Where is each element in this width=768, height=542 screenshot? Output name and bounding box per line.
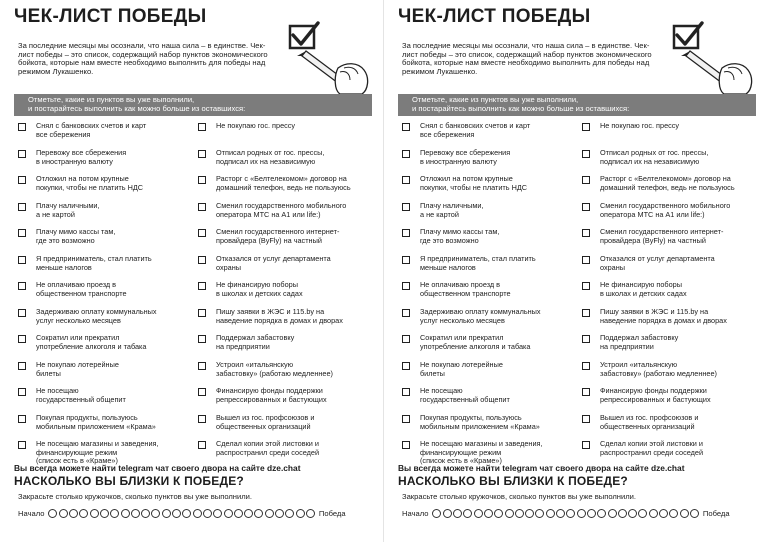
progress-circle-icon[interactable] [306,509,315,518]
checklist-item[interactable] [402,361,574,378]
checklist-item-label: Не финансирую поборы в школах и детских садах [600,280,687,298]
intro-text: За последние месяцы мы осознали, что наша сила – в единстве. Чек-лист победы – это список, содержащий набор пунктов экономического бойкота, которые нам вместе необходимо выполнить для победы над режимом Лукашенко. [18,41,268,77]
progress-circle-icon[interactable] [628,509,637,518]
checklist-item[interactable] [402,440,574,466]
empty-checkbox-icon[interactable] [402,282,410,290]
empty-checkbox-icon[interactable] [18,203,26,211]
empty-checkbox-icon[interactable] [402,176,410,184]
empty-checkbox-icon[interactable] [198,203,206,211]
checklist-item[interactable] [198,149,372,166]
checklist-item-label: Перевожу все сбережения в иностранную валюту [36,148,127,166]
progress-circle-icon[interactable] [254,509,263,518]
checklist-item[interactable] [18,228,190,245]
checklist-item[interactable] [582,387,756,404]
checklist-item[interactable] [18,281,190,298]
checklist-item-label: Задерживаю оплату коммунальных услуг несколько месяцев [420,307,541,325]
checklist-item-label: Не финансирую поборы в школах и детских садах [216,280,303,298]
checklist-sheet-right [384,0,768,542]
progress-circle-icon[interactable] [296,509,305,518]
checklist-item-label: Снял с банковских счетов и карт все сбережения [36,121,147,139]
checklist-item[interactable] [582,175,756,192]
checklist-item-label: Не посещаю государственный общепит [36,386,126,404]
checklist-item-label: Покупая продукты, пользуюсь мобильным приложением «Крама» [36,413,156,431]
progress-circle-icon[interactable] [151,509,160,518]
progress-circle-icon[interactable] [432,509,441,518]
checklist-item[interactable] [582,334,756,351]
progress-circle-icon[interactable] [463,509,472,518]
checklist-item[interactable] [18,334,190,351]
checklist-item-label: Я предприниматель, стал платить меньше налогов [36,254,152,272]
checklist-item-label: Вышел из гос. профсоюзов и общественных организаций [216,413,315,431]
checklist-item[interactable] [582,414,756,431]
checklist-item-label: Сделал копии этой листовки и распространил среди соседей [216,439,320,457]
checklist-item[interactable] [402,308,574,325]
empty-checkbox-icon[interactable] [198,309,206,317]
progress-circle-icon[interactable] [141,509,150,518]
checklist-item-label: Я предприниматель, стал платить меньше налогов [420,254,536,272]
empty-checkbox-icon[interactable] [582,256,590,264]
checklist-item-label: Не посещаю магазины и заведения, финансирующие режим (список есть в «Крамe») [36,439,159,466]
count-instruction: Закрасьте столько кружочков, сколько пунктов вы уже выполнили. [402,492,637,501]
progress-circle-icon[interactable] [69,509,78,518]
progress-circle-icon[interactable] [515,509,524,518]
progress-circle-icon[interactable] [597,509,606,518]
checklist-item[interactable] [198,387,372,404]
checked-box-icon [664,20,758,94]
empty-checkbox-icon[interactable] [18,256,26,264]
question-heading: НАСКОЛЬКО ВЫ БЛИЗКИ К ПОБЕДЕ? [398,474,628,488]
progress-circle-icon[interactable] [234,509,243,518]
empty-checkbox-icon[interactable] [582,203,590,211]
empty-checkbox-icon[interactable] [18,441,26,449]
empty-checkbox-icon[interactable] [18,388,26,396]
progress-circle-icon[interactable] [577,509,586,518]
empty-checkbox-icon[interactable] [18,415,26,423]
progress-circles [48,509,314,518]
checklist-item[interactable] [18,414,190,431]
progress-circle-icon[interactable] [690,509,699,518]
progress-circle-icon[interactable] [556,509,565,518]
checklist-item-label: Плачу наличными, а не картой [36,201,100,219]
empty-checkbox-icon[interactable] [582,150,590,158]
progress-start-label: Начало [18,508,45,518]
checklist-item[interactable] [582,228,756,245]
progress-circle-icon[interactable] [182,509,191,518]
checklist-item-label: Финансирую фонды поддержки репрессированных и бастующих [600,386,711,404]
empty-checkbox-icon[interactable] [582,441,590,449]
checklist-item-label: Сменил государственного интернет- провайдера (ByFly) на частный [600,227,724,245]
checklist-item[interactable] [582,440,756,457]
pen-in-hand-icon [681,51,752,94]
progress-start-label: Начало [402,508,429,518]
checklist-item-label: Финансирую фонды поддержки репрессированных и бастующих [216,386,327,404]
progress-circle-icon[interactable] [505,509,514,518]
empty-checkbox-icon[interactable] [18,362,26,370]
checklist-item[interactable] [18,308,190,325]
checklist-item-label: Отписал родных от гос. прессы, подписал их на независимую [600,148,709,166]
progress-circle-icon[interactable] [453,509,462,518]
progress-circle-icon[interactable] [90,509,99,518]
empty-checkbox-icon[interactable] [402,256,410,264]
progress-circle-icon[interactable] [546,509,555,518]
checklist-item[interactable] [582,255,756,272]
checklist-item[interactable] [402,122,574,139]
empty-checkbox-icon[interactable] [582,309,590,317]
pen-in-hand-icon [297,51,368,94]
empty-checkbox-icon[interactable] [198,441,206,449]
progress-circles [432,509,698,518]
intro-text: За последние месяцы мы осознали, что наша сила – в единстве. Чек-лист победы – это список, содержащий набор пунктов экономического бойкота, которые нам вместе необходимо выполнить для победы над режимом Лукашенко. [402,41,652,77]
checklist-item-label: Плачу наличными, а не картой [420,201,484,219]
checked-box-icon [280,20,374,94]
empty-checkbox-icon[interactable] [18,309,26,317]
checklist-item[interactable] [18,361,190,378]
progress-circle-icon[interactable] [443,509,452,518]
empty-checkbox-icon[interactable] [402,415,410,423]
checklist-item[interactable] [402,281,574,298]
checklist-item[interactable] [198,175,372,192]
checklist-item-label: Задерживаю оплату коммунальных услуг несколько месяцев [36,307,157,325]
progress-circle-icon[interactable] [213,509,222,518]
empty-checkbox-icon[interactable] [402,441,410,449]
empty-checkbox-icon[interactable] [198,256,206,264]
checklist-item[interactable] [582,149,756,166]
progress-circle-icon[interactable] [535,509,544,518]
empty-checkbox-icon[interactable] [18,123,26,131]
checklist-item[interactable] [198,202,372,219]
checklist-item[interactable] [582,122,756,131]
checklist-item[interactable] [582,361,756,378]
checklist-item-label: Пишу заявки в ЖЭС и 115.by на наведение порядка в домах и дворах [216,307,343,325]
empty-checkbox-icon[interactable] [402,362,410,370]
progress-circle-icon[interactable] [659,509,668,518]
progress-circle-icon[interactable] [59,509,68,518]
checklist-item-label: Плачу мимо кассы там, где это возможно [36,227,116,245]
empty-checkbox-icon[interactable] [198,415,206,423]
empty-checkbox-icon[interactable] [402,229,410,237]
progress-circle-icon[interactable] [79,509,88,518]
progress-circle-icon[interactable] [649,509,658,518]
checklist-item[interactable] [18,149,190,166]
checklist-item[interactable] [582,202,756,219]
checklist-item[interactable] [582,281,756,298]
empty-checkbox-icon[interactable] [402,150,410,158]
empty-checkbox-icon[interactable] [582,176,590,184]
checklist-item-label: Расторг с «Белтелекомом» договор на домашний телефон, ведь не пользуюсь [216,174,351,192]
checklist-item-label: Не посещаю магазины и заведения, финансирующие режим (список есть в «Крамe») [420,439,543,466]
progress-circle-icon[interactable] [669,509,678,518]
progress-circle-icon[interactable] [638,509,647,518]
checklist-item-label: Не покупаю гос. прессу [600,121,680,130]
empty-checkbox-icon[interactable] [582,229,590,237]
checklist-item-label: Отказался от услуг департамента охраны [216,254,331,272]
progress-circle-icon[interactable] [474,509,483,518]
progress-circle-icon[interactable] [162,509,171,518]
checklist-item-label: Пишу заявки в ЖЭС и 115.by на наведение порядка в домах и дворах [600,307,727,325]
empty-checkbox-icon[interactable] [582,282,590,290]
checklist-item-label: Не покупаю лотерейные билеты [420,360,503,378]
checklist-item-label: Поддержал забастовку на предприятии [600,333,679,351]
instruction-banner [398,94,756,116]
progress-circle-icon[interactable] [131,509,140,518]
checklist-item[interactable] [402,202,574,219]
progress-circle-icon[interactable] [680,509,689,518]
empty-checkbox-icon[interactable] [198,176,206,184]
checklist-item-label: Сменил государственного интернет- провайдера (ByFly) на частный [216,227,340,245]
question-heading: НАСКОЛЬКО ВЫ БЛИЗКИ К ПОБЕДЕ? [14,474,244,488]
checklist-item-label: Сменил государственного мобильного оператора МТС на А1 или life:) [600,201,731,219]
empty-checkbox-icon[interactable] [18,150,26,158]
empty-checkbox-icon[interactable] [198,229,206,237]
progress-circle-icon[interactable] [494,509,503,518]
checklist-item-label: Плачу мимо кассы там, где это возможно [420,227,500,245]
checklist-item-label: Сменил государственного мобильного оператора МТС на А1 или life:) [216,201,347,219]
checklist-item-label: Расторг с «Белтелекомом» договор на домашний телефон, ведь не пользуюсь [600,174,735,192]
progress-circle-icon[interactable] [193,509,202,518]
checklist-item-label: Отказался от услуг департамента охраны [600,254,715,272]
checklist-item[interactable] [18,202,190,219]
progress-circle-icon[interactable] [265,509,274,518]
checklist-item[interactable] [198,228,372,245]
checklist-item-label: Не посещаю государственный общепит [420,386,510,404]
checklist-item[interactable] [402,387,574,404]
telegram-note: Вы всегда можете найти telegram чат своего двора на сайте dze.chat [14,463,301,473]
banner-line-1: Отметьте, какие из пунктов вы уже выполнили, [28,95,195,104]
checklist-item-label: Устроил «итальянскую забастовку» (работаю медленнее) [600,360,717,378]
checklist-item[interactable] [582,308,756,325]
progress-end-label: Победа [702,508,730,518]
empty-checkbox-icon[interactable] [582,362,590,370]
empty-checkbox-icon[interactable] [402,388,410,396]
progress-circle-icon[interactable] [48,509,57,518]
empty-checkbox-icon[interactable] [402,203,410,211]
checklist-item[interactable] [402,414,574,431]
checklist-item[interactable] [18,255,190,272]
banner-line-2: и постарайтесь выполнить как можно больше из оставшихся: [412,103,630,113]
empty-checkbox-icon[interactable] [582,335,590,343]
sheet-title: ЧЕК-ЛИСТ ПОБЕДЫ [398,6,591,27]
checklist-item-label: Отложил на потом крупные покупки, чтобы не платить НДС [420,174,528,192]
progress-circle-icon[interactable] [203,509,212,518]
checklist-item-label: Не покупаю гос. прессу [216,121,296,130]
progress-circle-icon[interactable] [100,509,109,518]
progress-circle-icon[interactable] [244,509,253,518]
empty-checkbox-icon[interactable] [582,388,590,396]
checklist-item-label: Перевожу все сбережения в иностранную валюту [420,148,511,166]
checklist-item-label: Сократил или прекратил употребление алкоголя и табака [36,333,147,351]
count-instruction: Закрасьте столько кружочков, сколько пунктов вы уже выполнили. [18,492,253,501]
progress-circle-icon[interactable] [224,509,233,518]
progress-circle-icon[interactable] [285,509,294,518]
checklist-item-label: Не оплачиваю проезд в общественном транспорте [36,280,127,298]
empty-checkbox-icon[interactable] [18,335,26,343]
victory-progress-scale [18,506,370,520]
checklist-item[interactable] [18,440,190,466]
checklist-item[interactable] [402,149,574,166]
progress-circle-icon[interactable] [484,509,493,518]
empty-checkbox-icon[interactable] [402,309,410,317]
banner-line-2: и постарайтесь выполнить как можно больше из оставшихся: [28,103,246,113]
checklist-item[interactable] [198,122,372,131]
checklist-item[interactable] [198,414,372,431]
checklist-item[interactable] [198,440,372,457]
empty-checkbox-icon[interactable] [198,282,206,290]
progress-circle-icon[interactable] [110,509,119,518]
empty-checkbox-icon[interactable] [198,388,206,396]
instruction-banner [14,94,372,116]
checklist-item[interactable] [198,281,372,298]
empty-checkbox-icon[interactable] [198,150,206,158]
empty-checkbox-icon[interactable] [582,415,590,423]
checklist-item-label: Снял с банковских счетов и карт все сбережения [420,121,531,139]
checklist-item[interactable] [18,387,190,404]
checklist-item-label: Вышел из гос. профсоюзов и общественных организаций [600,413,699,431]
progress-circle-icon[interactable] [587,509,596,518]
checklist-item-label: Не оплачиваю проезд в общественном транспорте [420,280,511,298]
empty-checkbox-icon[interactable] [18,282,26,290]
progress-circle-icon[interactable] [275,509,284,518]
checklist-item-label: Покупая продукты, пользуюсь мобильным приложением «Крама» [420,413,540,431]
empty-checkbox-icon[interactable] [402,123,410,131]
checklist-item[interactable] [402,255,574,272]
checklist-item[interactable] [18,122,190,139]
empty-checkbox-icon[interactable] [18,176,26,184]
checklist-item-label: Сократил или прекратил употребление алкоголя и табака [420,333,531,351]
progress-circle-icon[interactable] [121,509,130,518]
progress-circle-icon[interactable] [608,509,617,518]
checklist-item[interactable] [198,361,372,378]
checklist-item[interactable] [198,334,372,351]
checklist-item-label: Сделал копии этой листовки и распространил среди соседей [600,439,704,457]
checklist-item[interactable] [402,334,574,351]
empty-checkbox-icon[interactable] [18,229,26,237]
progress-circle-icon[interactable] [566,509,575,518]
empty-checkbox-icon[interactable] [402,335,410,343]
sheet-title: ЧЕК-ЛИСТ ПОБЕДЫ [14,6,207,27]
progress-circle-icon[interactable] [618,509,627,518]
telegram-note: Вы всегда можете найти telegram чат своего двора на сайте dze.chat [398,463,685,473]
empty-checkbox-icon[interactable] [198,123,206,131]
checklist-item[interactable] [198,308,372,325]
empty-checkbox-icon[interactable] [582,123,590,131]
progress-end-label: Победа [318,508,346,518]
checklist-item[interactable] [198,255,372,272]
checklist-item-label: Не покупаю лотерейные билеты [36,360,119,378]
banner-line-1: Отметьте, какие из пунктов вы уже выполнили, [412,95,579,104]
progress-circle-icon[interactable] [525,509,534,518]
empty-checkbox-icon[interactable] [198,335,206,343]
victory-progress-scale [402,506,754,520]
checklist-item[interactable] [18,175,190,192]
checklist-item-label: Поддержал забастовку на предприятии [216,333,295,351]
checklist-item[interactable] [402,175,574,192]
progress-circle-icon[interactable] [172,509,181,518]
empty-checkbox-icon[interactable] [198,362,206,370]
checklist-item-label: Устроил «итальянскую забастовку» (работаю медленнее) [216,360,333,378]
checklist-item-label: Отписал родных от гос. прессы, подписал их на независимую [216,148,325,166]
checklist-item[interactable] [402,228,574,245]
checklist-item-label: Отложил на потом крупные покупки, чтобы не платить НДС [36,174,144,192]
